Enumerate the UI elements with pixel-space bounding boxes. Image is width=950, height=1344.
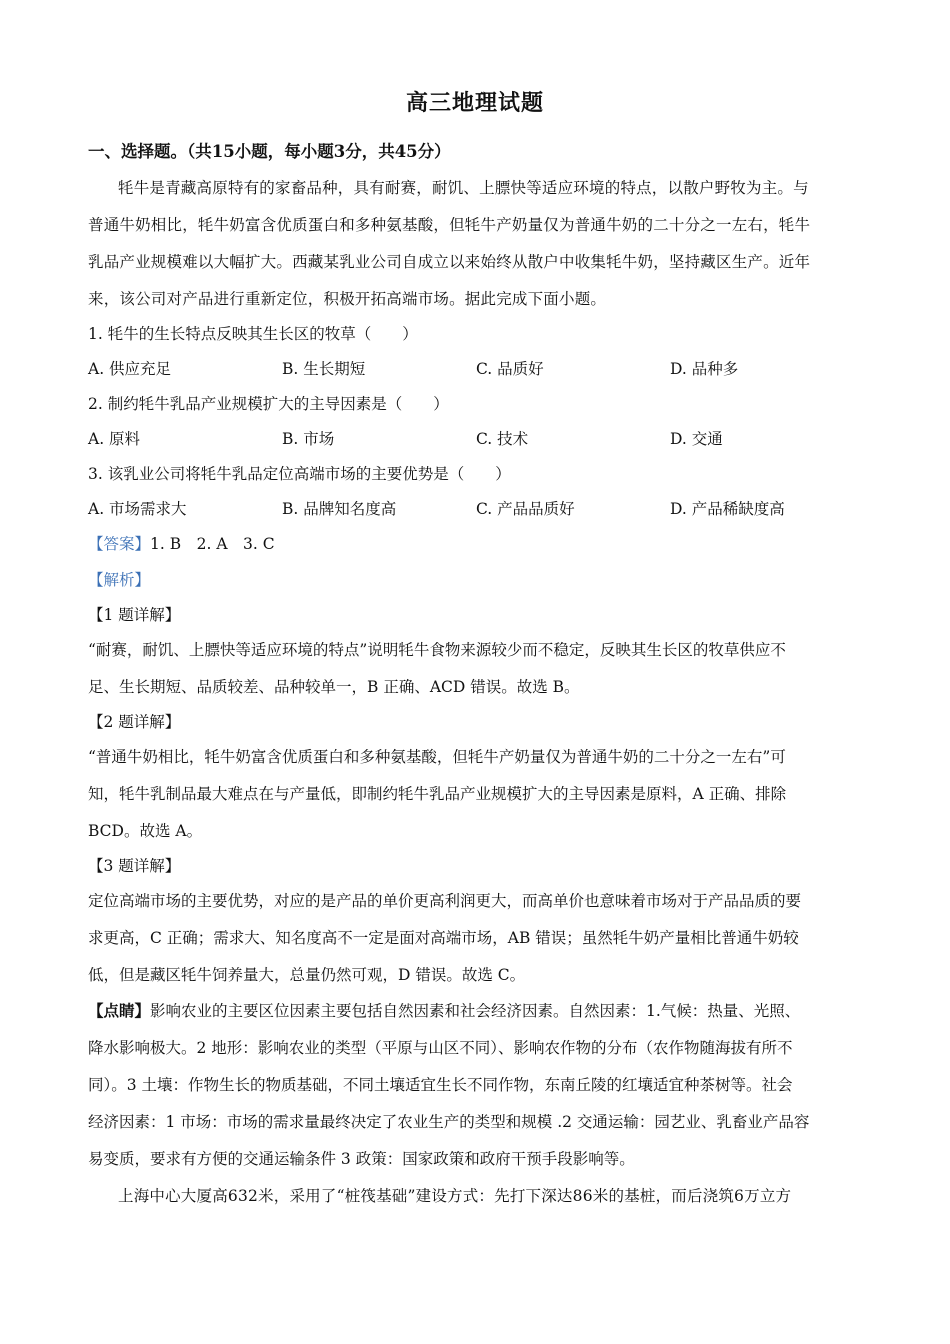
detail-line: 知，牦牛乳制品最大难点在与产量低，即制约牦牛乳品产业规模扩大的主导因素是原料，A 正确、排除 bbox=[88, 785, 787, 803]
detail-line: BCD。故选 A。 bbox=[88, 822, 203, 840]
tip-line bbox=[88, 1001, 800, 1021]
tip-line: 经济因素：1 市场：市场的需求量最终决定了农业生产的类型和规模 .2 交通运输：园艺业、乳畜业产品容 bbox=[88, 1113, 810, 1131]
option-c: C. 产品品质好 bbox=[476, 500, 575, 518]
detail-line: 定位高端市场的主要优势，对应的是产品的单价更高利润更大，而高单价也意味着市场对于产品品质的要 bbox=[88, 892, 802, 910]
question-stem: 1. 牦牛的生长特点反映其生长区的牧草（ ） bbox=[88, 325, 418, 343]
detail-line: “耐赛，耐饥、上膘快等适应环境的特点”说明牦牛食物来源较少而不稳定，反映其生长区的牧草供应不 bbox=[88, 641, 786, 659]
detail-label: 【1 题详解】 bbox=[88, 606, 181, 624]
answer-label: 【答案】 bbox=[88, 535, 151, 553]
answer-line bbox=[88, 534, 275, 554]
tip-text: 影响农业的主要区位因素主要包括自然因素和社会经济因素。自然因素：1.气候：热量、光照、 bbox=[150, 1002, 801, 1020]
intro-line: 来，该公司对产品进行重新定位，积极开拓高端市场。据此完成下面小题。 bbox=[88, 290, 607, 308]
intro-line: 普通牛奶相比，牦牛奶富含优质蛋白和多种氨基酸，但牦牛产奶量仅为普通牛奶的二十分之一左右，牦牛 bbox=[88, 216, 811, 234]
tip-line: 降水影响极大。2 地形：影响农业的类型（平原与山区不同）、影响农作物的分布（农作物随海拔有所不 bbox=[88, 1039, 793, 1057]
intro-line: 乳品产业规模难以大幅扩大。西藏某乳业公司自成立以来始终从散户中收集牦牛奶，坚持藏区生产。近年 bbox=[88, 253, 811, 271]
intro-line: 牦牛是青藏高原特有的家畜品种，具有耐赛，耐饥、上膘快等适应环境的特点，以散户野牧为主。与 bbox=[118, 179, 809, 197]
detail-label: 【2 题详解】 bbox=[88, 713, 181, 731]
option-d: D. 产品稀缺度高 bbox=[670, 500, 785, 518]
option-a: A. 原料 bbox=[88, 430, 141, 448]
detail-label: 【3 题详解】 bbox=[88, 857, 181, 875]
section-heading: 一、选择题。（共15小题，每小题3分，共45分） bbox=[88, 142, 451, 161]
option-a: A. 市场需求大 bbox=[88, 500, 187, 518]
detail-line: 低，但是藏区牦牛饲养量大，总量仍然可观，D 错误。故选 C。 bbox=[88, 966, 526, 984]
tip-label: 【点睛】 bbox=[88, 1001, 151, 1020]
option-b: B. 市场 bbox=[282, 430, 335, 448]
option-d: D. 品种多 bbox=[670, 360, 739, 378]
question-stem: 2. 制约牦牛乳品产业规模扩大的主导因素是（ ） bbox=[88, 395, 449, 413]
detail-line: “普通牛奶相比，牦牛奶富含优质蛋白和多种氨基酸，但牦牛产奶量仅为普通牛奶的二十分之一左右”可 bbox=[88, 748, 786, 766]
detail-line: 求更高，C 正确；需求大、知名度高不一定是面对高端市场，AB 错误；虽然牦牛奶产量相比普通牛奶较 bbox=[88, 929, 799, 947]
answer-text: 1. B 2. A 3. C bbox=[150, 535, 275, 553]
option-c: C. 品质好 bbox=[476, 360, 544, 378]
option-c: C. 技术 bbox=[476, 430, 529, 448]
question-stem: 3. 该乳业公司将牦牛乳品定位高端市场的主要优势是（ ） bbox=[88, 465, 511, 483]
option-a: A. 供应充足 bbox=[88, 360, 172, 378]
option-d: D. 交通 bbox=[670, 430, 723, 448]
page-title: 高三地理试题 bbox=[405, 90, 544, 116]
option-b: B. 品牌知名度高 bbox=[282, 500, 397, 518]
analysis-label: 【解析】 bbox=[88, 571, 151, 589]
next-passage-line: 上海中心大厦高632米，采用了“桩筏基础”建设方式：先打下深达86米的基桩，而后浇筑6万立方 bbox=[118, 1187, 792, 1205]
tip-line: 易变质，要求有方便的交通运输条件 3 政策：国家政策和政府干预手段影响等。 bbox=[88, 1150, 635, 1168]
tip-line: 同）。3 土壤：作物生长的物质基础，不同土壤适宜生长不同作物，东南丘陵的红壤适宜种茶树等。社会 bbox=[88, 1076, 793, 1094]
option-b: B. 生长期短 bbox=[282, 360, 366, 378]
detail-line: 足、生长期短、品质较差、品种较单一，B 正确、ACD 错误。故选 B。 bbox=[88, 678, 580, 696]
